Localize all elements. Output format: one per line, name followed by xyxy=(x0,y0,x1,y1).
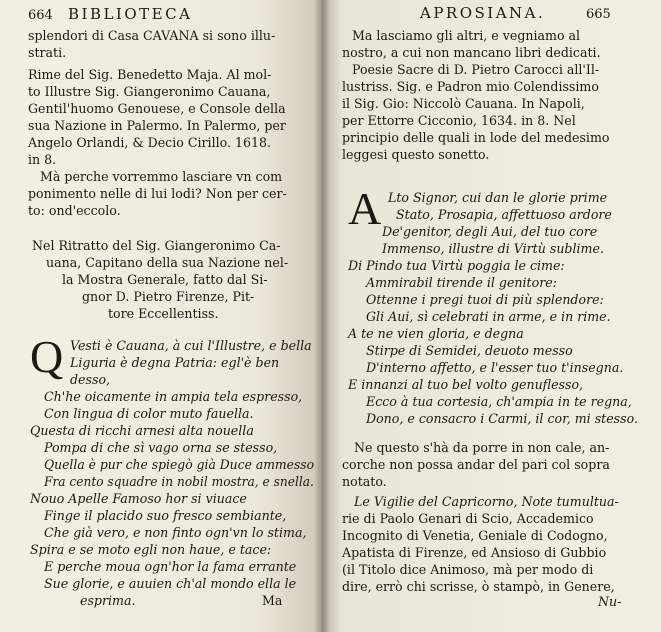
poem-line: Spira e se moto egli non haue, e tace: xyxy=(30,542,272,557)
text-line: Mà perche vorremmo lasciare vn com xyxy=(40,169,283,184)
running-head-left: BIBLIOTECA xyxy=(68,5,193,23)
left-page xyxy=(0,0,322,632)
poem-line: Ammirabil tirende il genitore: xyxy=(366,275,557,290)
poem-line: Stato, Prosapia, affettuoso ardore xyxy=(396,207,612,222)
drop-cap: A xyxy=(348,183,382,234)
text-line: Angelo Orlandi, & Decio Cirillo. 1618. xyxy=(28,135,272,150)
page-number-right: 665 xyxy=(586,7,611,22)
drop-cap: Q xyxy=(30,331,64,382)
text-line: Rime del Sig. Benedetto Maja. Al mol- xyxy=(28,67,272,82)
text-line: lustriss. Sig. e Padron mio Colendissimo xyxy=(342,79,599,94)
poem-line: Fra cento squadre in nobil mostra, e snella. xyxy=(44,474,314,489)
poem-line: Che già vero, e non finto ogn'vn lo stima, xyxy=(44,525,307,540)
poem-line: esprima. xyxy=(80,593,136,608)
title-line: la Mostra Generale, fatto dal Si- xyxy=(62,272,268,287)
text-line: nostro, a cui non mancano libri dedicati. xyxy=(342,45,601,60)
poem-line: Questa di ricchi arnesi alta nouella xyxy=(30,423,254,438)
text-line: splendori di Casa CAVANA si sono illu- xyxy=(28,28,276,43)
poem-line: Ch'he oicamente in ampia tela espresso, xyxy=(44,389,303,404)
catchword-left: Ma xyxy=(262,593,283,608)
title-line: tore Eccellentiss. xyxy=(108,306,219,321)
poem-line: Quella è pur che spiegò già Duce ammesso xyxy=(44,457,315,472)
poem-line: Immenso, illustre di Virtù sublime. xyxy=(382,241,604,256)
poem-line: Liguria è degna Patria: egl'è ben xyxy=(70,355,280,370)
text-line: ponimento nelle di lui lodi? Non per cer- xyxy=(28,186,287,201)
text-line: Poesie Sacre di D. Pietro Carocci all'Il- xyxy=(352,62,600,77)
poem-line: desso, xyxy=(70,372,111,387)
title-line: uana, Capitano della sua Nazione nel- xyxy=(46,255,289,270)
poem-line: E innanzi al tuo bel volto genuflesso, xyxy=(348,377,584,392)
text-line: sua Nazione in Palermo. In Palermo, per xyxy=(28,118,286,133)
text-line: il Sig. Gio: Niccolò Cauana. In Napoli, xyxy=(342,96,585,111)
text-line: to: ond'eccolo. xyxy=(28,203,121,218)
text-line: Ma lasciamo gli altri, e vegniamo al xyxy=(352,28,581,43)
right-page xyxy=(322,0,661,632)
page-number-left: 664 xyxy=(28,8,53,23)
poem-line: Lto Signor, cui dan le glorie prime xyxy=(388,190,608,205)
poem-line: De'genitor, degli Aui, del tuo core xyxy=(382,224,598,239)
title-line: Nel Ritratto del Sig. Giangeronimo Ca- xyxy=(32,238,281,253)
poem-line: Gli Aui, sì celebrati in arme, e in rime. xyxy=(366,309,611,324)
text-line: strati. xyxy=(28,45,67,60)
catchword-right: Nu- xyxy=(598,594,622,609)
text-line: Incognito di Venetia, Geniale di Codogno, xyxy=(342,528,608,543)
running-head-right: APROSIANA. xyxy=(420,4,546,22)
poem-line: Finge il placido suo fresco sembiante, xyxy=(44,508,287,523)
text-line: notato. xyxy=(342,474,387,489)
text-line: Ne questo s'hà da porre in non cale, an- xyxy=(354,440,610,455)
poem-line: Nouo Apelle Famoso hor si viuace xyxy=(30,491,247,506)
poem-line: Ecco à tua cortesia, ch'ampia in te regna, xyxy=(366,394,632,409)
text-line: Gentil'huomo Genouese, e Console della xyxy=(28,101,286,116)
poem-line: Di Pindo tua Virtù poggia le cime: xyxy=(348,258,565,273)
text-line: dire, errò chi scrisse, ò stampò, in Genere, xyxy=(342,579,615,594)
text-line: Apatista di Firenze, ed Ansioso di Gubbio xyxy=(342,545,607,560)
text-line: to Illustre Sig. Giangeronimo Cauana, xyxy=(28,84,271,99)
text-line: in 8. xyxy=(28,152,57,167)
text-line: per Ettorre Cicconio, 1634. in 8. Nel xyxy=(342,113,576,128)
title-line: gnor D. Pietro Firenze, Pit- xyxy=(82,289,255,304)
book-gutter xyxy=(314,0,330,632)
poem-line: Stirpe di Semidei, deuoto messo xyxy=(366,343,573,358)
poem-line: E perche moua ogn'hor la fama errante xyxy=(44,559,297,574)
text-line: corche non possa andar del pari col sopra xyxy=(342,457,610,472)
poem-line: Pompa di che sì vago orna se stesso, xyxy=(44,440,278,455)
poem-line: A te ne vien gloria, e degna xyxy=(348,326,524,341)
poem-line: Sue glorie, e auuien ch'al mondo ella le xyxy=(44,576,297,591)
poem-line: Con lingua di color muto fauella. xyxy=(44,406,254,421)
poem-line: D'interno affetto, e l'esser tuo t'insegna. xyxy=(366,360,624,375)
poem-line: Vesti è Cauana, à cui l'Illustre, e bella xyxy=(70,338,312,353)
poem-line: Dono, e consacro i Carmi, il cor, mi stesso. xyxy=(366,411,638,426)
text-line: Le Vigilie del Capricorno, Note tumultua- xyxy=(354,494,619,509)
poem-line: Ottenne i pregi tuoi di più splendore: xyxy=(366,292,604,307)
text-line: principio delle quali in lode del medesimo xyxy=(342,130,610,145)
text-line: rie di Paolo Genari di Scio, Accademico xyxy=(342,511,594,526)
text-line: (il Titolo dice Animoso, mà per modo di xyxy=(342,562,594,577)
text-line: leggesi questo sonetto. xyxy=(342,147,490,162)
